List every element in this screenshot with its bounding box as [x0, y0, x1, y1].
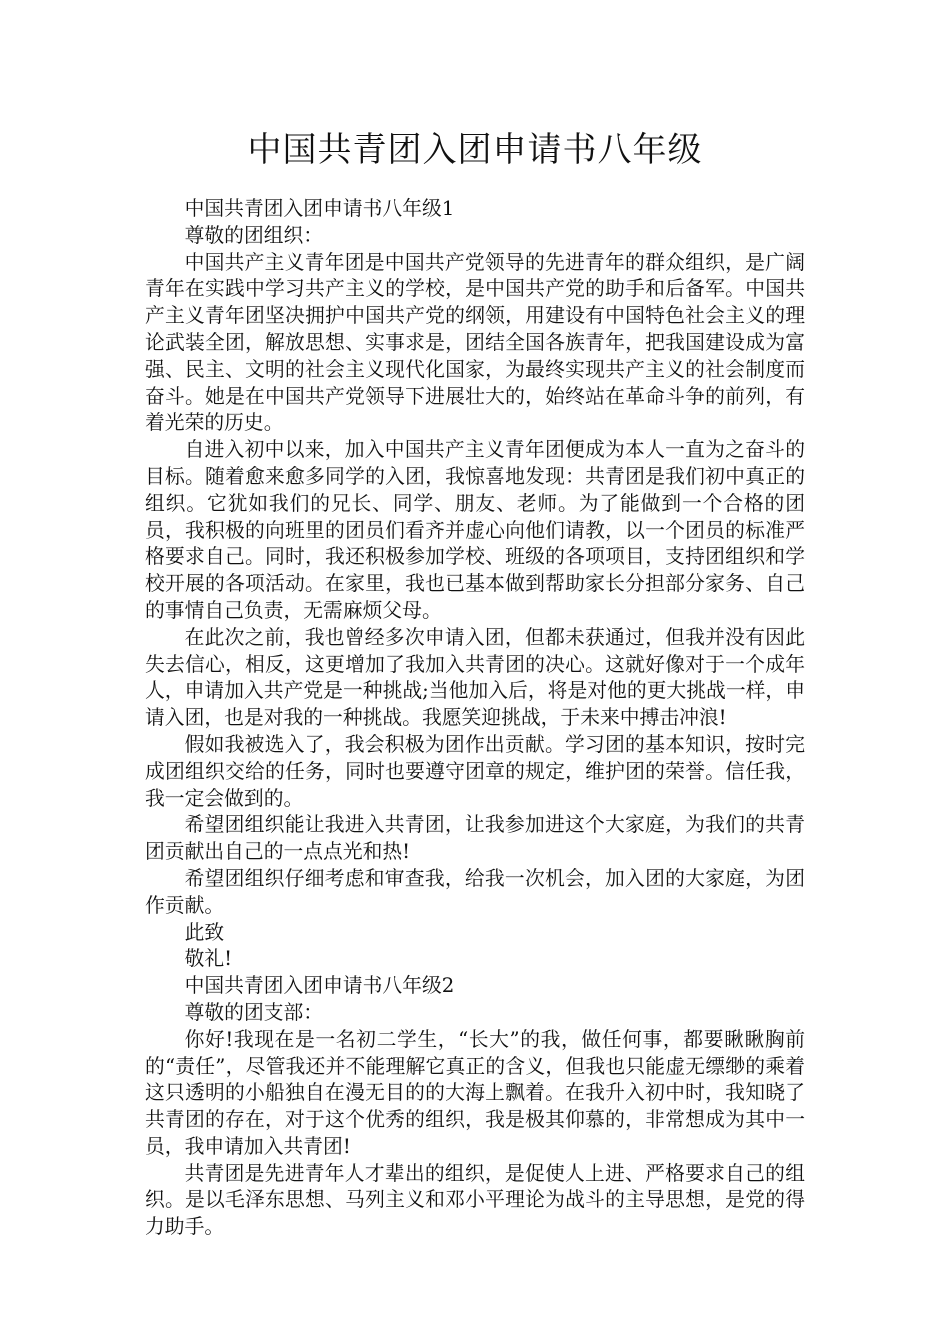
document-page: [145, 0, 805, 1241]
body-paragraph: 自进入初中以来，加入中国共产主义青年团便成为本人一直为之奋斗的目标。随着愈来愈多同学的入团，我惊喜地发现：共青团是我们初中真正的组织。它犹如我们的兄长、同学、朋友、老师。为了能做到一个合格的团员，我积极的向班里的团员们看齐并虚心向他们请教，以一个团员的标准严格要求自己。同时，我还积极参加学校、班级的各项项目，支持团组织和学校开展的各项活动。在家里，我也已基本做到帮助家长分担部分家务、自己的事情自己负责，无需麻烦父母。: [145, 438, 805, 622]
body-paragraph: 在此次之前，我也曾经多次申请入团，但都未获通过，但我并没有因此失去信心，相反，这更增加了我加入共青团的决心。这就好像对于一个成年人，申请加入共产党是一种挑战;当他加入后，将是对他的更大挑战一样，申请入团，也是对我的一种挑战。我愿笑迎挑战，于未来中搏击冲浪!: [145, 625, 805, 730]
body-paragraph: 假如我被选入了，我会积极为团作出贡献。学习团的基本知识，按时完成团组织交给的任务，同时也要遵守团章的规定，维护团的荣誉。信任我，我一定会做到的。: [145, 732, 805, 810]
closing-line: 敬礼!: [184, 947, 233, 971]
body-paragraph: 希望团组织仔细考虑和审查我，给我一次机会，加入团的大家庭，为团作贡献。: [145, 866, 805, 917]
letter2-heading: 中国共青团入团申请书八年级2: [184, 974, 455, 998]
letter2-salutation: 尊敬的团支部：: [184, 1000, 324, 1024]
body-paragraph: 共青团是先进青年人才辈出的组织，是促使人上进、严格要求自己的组织。是以毛泽东思想、马列主义和邓小平理论为战斗的主导思想，是党的得力助手。: [145, 1161, 805, 1239]
body-paragraph: 中国共产主义青年团是中国共产党领导的先进青年的群众组织，是广阔青年在实践中学习共产主义的学校，是中国共产党的助手和后备军。中国共产主义青年团坚决拥护中国共产党的纲领，用建设有中国特色社会主义的理论武装全团，解放思想、实事求是，团结全国各族青年，把我国建设成为富强、民主、文明的社会主义现代化国家，为最终实现共产主义的社会制度而奋斗。她是在中国共产党领导下进展壮大的，始终站在革命斗争的前列，有着光荣的历史。: [145, 250, 805, 435]
letter1-heading: 中国共青团入团申请书八年级1: [184, 197, 455, 220]
letter1-salutation: 尊敬的团组织：: [184, 223, 324, 247]
document-title: 中国共青团入团申请书八年级: [247, 130, 703, 170]
document-body: [145, 196, 805, 1241]
body-paragraph: 你好!我现在是一名初二学生，“长大”的我，做任何事，都要瞅瞅胸前的“责任”，尽管我还并不能理解它真正的含义，但我也只能虚无缥缈的乘着这只透明的小船独自在漫无目的的大海上飘着。在我升入初中时，我知晓了共青团的存在，对于这个优秀的组织，我是极其仰慕的，非常想成为其中一员，我申请加入共青团!: [145, 1027, 805, 1158]
body-paragraph: 希望团组织能让我进入共青团，让我参加进这个大家庭，为我们的共青团贡献出自己的一点点光和热!: [145, 813, 805, 864]
closing-line: 此致: [184, 920, 225, 944]
